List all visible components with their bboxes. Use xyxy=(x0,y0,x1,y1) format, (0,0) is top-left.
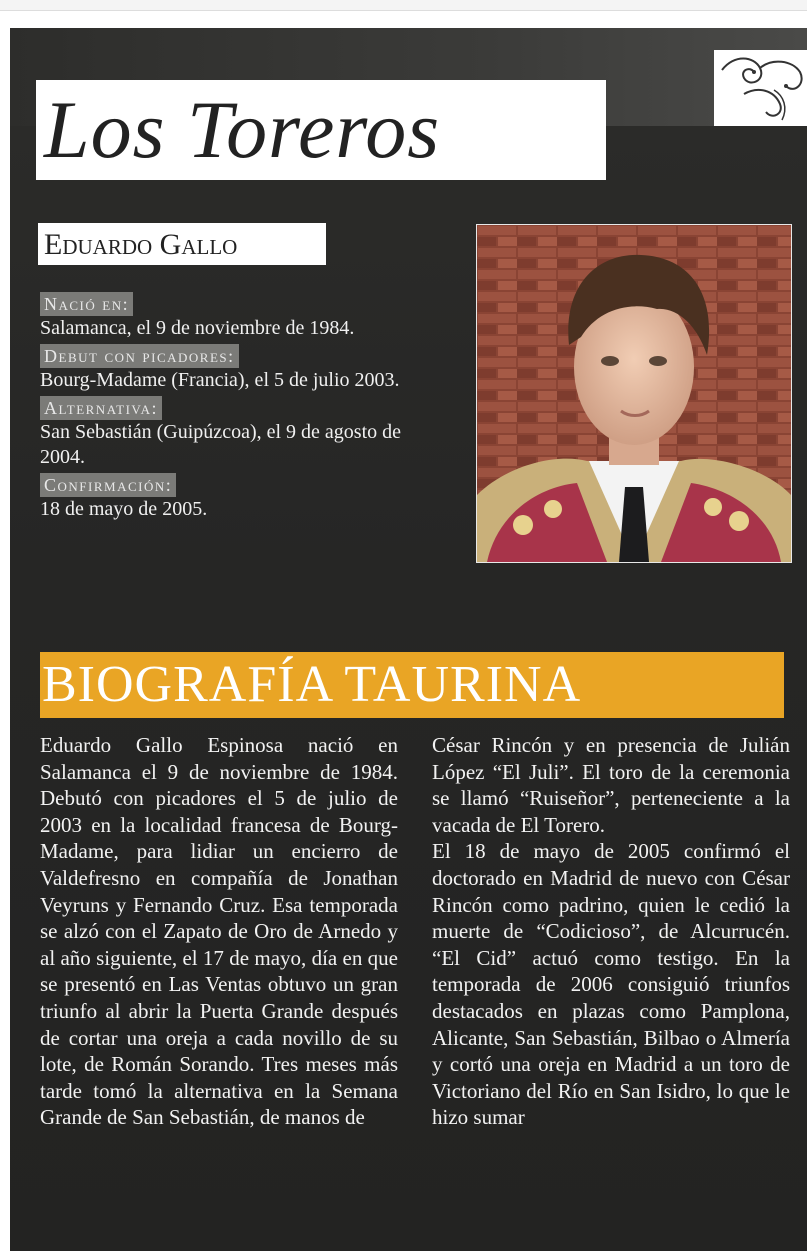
bio-heading: BIOGRAFÍA TAURINA xyxy=(42,656,582,713)
bio-column-right xyxy=(432,732,790,1131)
fact-label-alternativa: Alternativa: xyxy=(40,396,162,420)
bio-column-left xyxy=(40,732,398,1131)
ornament-flourish-icon xyxy=(714,50,807,126)
bio-paragraph: Eduardo Gallo Espinosa nació en Salamanca el 9 de noviembre de 1984. Debutó con picadores el 5 de julio de 2003 en la localidad francesa de Bourg-Madame, para lidiar un encierro de Valdefresno en compañía de Jonathan Veyruns y Fernando Cruz. Esa temporada se alzó con el Zapato de Oro de Arnedo y al año siguiente, el 17 de mayo, día en que se presentó en Las Ventas obtuvo un gran triunfo al abrir la Puerta Grande después de cortar una oreja a cada novillo de su lote, de Román Sorando. Tres meses más tarde tomó la alternativa en la Semana Grande de San Sebastián, de manos de xyxy=(40,733,398,1130)
fact-value-nacio: Salamanca, el 9 de noviembre de 1984. xyxy=(40,317,355,339)
fact-item xyxy=(40,473,440,522)
torero-name: Eduardo Gallo xyxy=(44,228,238,261)
fact-label-nacio: Nació en: xyxy=(40,292,133,316)
page-title: Los Toreros xyxy=(44,84,441,175)
bio-paragraph: El 18 de mayo de 2005 confirmó el doctorado en Madrid de nuevo con César Rincón como padrino, quien le cedió la muerte de “Codicioso”, de Alcurrucén. “El Cid” actuó como testigo. En la temporada de 2006 consiguió triunfos destacados en plazas como Pamplona, Alicante, San Sebastián, Bilbao o Almería y cortó una oreja en Madrid a un toro de Victoriano del Río en San Isidro, lo que le hizo sumar xyxy=(432,839,790,1130)
page-top-edge xyxy=(0,0,807,11)
fact-label-debut: Debut con picadores: xyxy=(40,344,239,368)
bio-paragraph: César Rincón y en presencia de Julián López “El Juli”. El toro de la ceremonia se llamó “Ruiseñor”, perteneciente a la vacada de El Torero. xyxy=(432,733,790,837)
facts-list xyxy=(40,292,440,525)
fact-value-alternativa: San Sebastián (Guipúzcoa), el 9 de agosto de 2004. xyxy=(40,421,402,468)
fact-item xyxy=(40,292,440,341)
torero-portrait-photo xyxy=(476,224,792,563)
fact-value-confirmacion: 18 de mayo de 2005. xyxy=(40,498,208,520)
fact-item xyxy=(40,344,440,393)
fact-value-debut: Bourg-Madame (Francia), el 5 de julio 2003. xyxy=(40,369,400,391)
fact-item xyxy=(40,396,440,470)
fact-label-confirmacion: Confirmación: xyxy=(40,473,176,497)
